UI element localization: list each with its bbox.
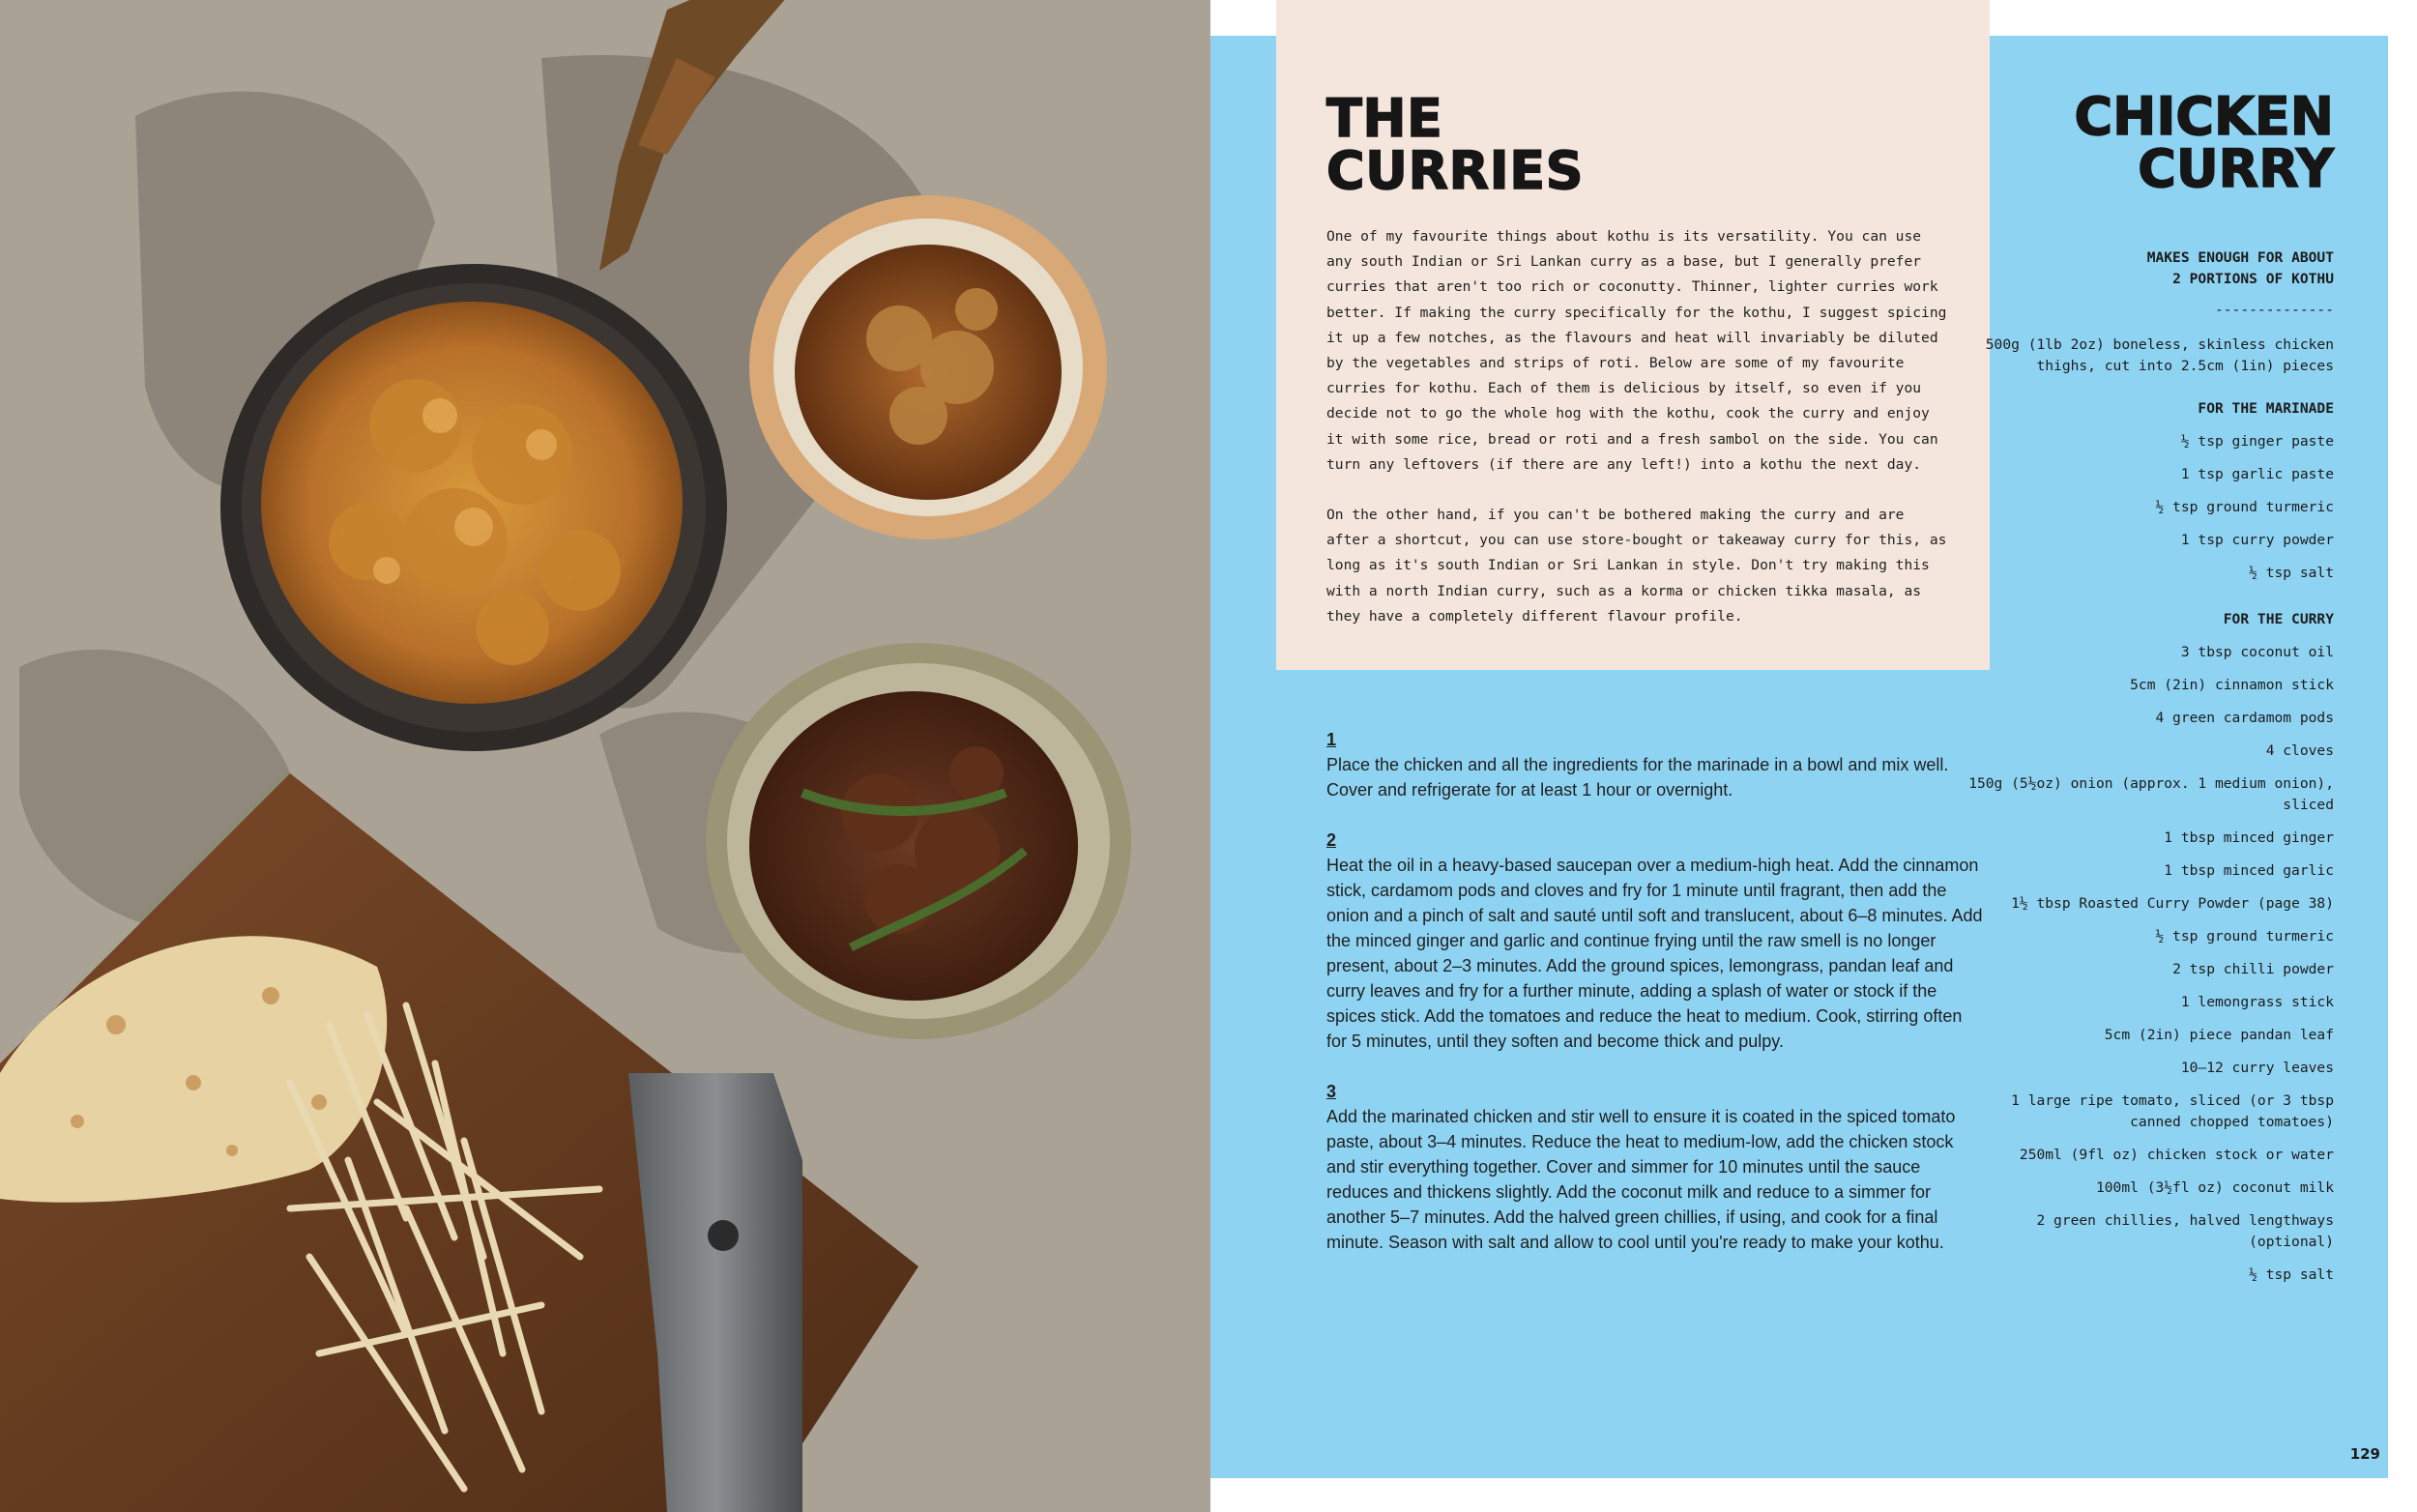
step-text: Place the chicken and all the ingredients for the marinade in a bowl and mix well. Cover and refrigerate for at least 1 hour or overnight. xyxy=(1326,755,1949,800)
ingredient-item: 150g (5½oz) onion (approx. 1 medium onion), sliced xyxy=(1968,775,2334,813)
ingredient-item: ½ tsp ground turmeric xyxy=(2155,928,2334,945)
step-number: 2 xyxy=(1326,830,1337,850)
marinade-heading: FOR THE MARINADE xyxy=(2198,400,2334,417)
ingredient-item: 1 tbsp minced garlic xyxy=(2164,862,2334,879)
method-step xyxy=(1326,828,1984,1054)
ingredient-item: 4 green cardamom pods xyxy=(2155,710,2334,726)
intro-text xyxy=(1326,224,1955,654)
ingredient-item: 3 tbsp coconut oil xyxy=(2180,644,2334,660)
ingredient-item: 100ml (3½fl oz) coconut milk xyxy=(2095,1179,2334,1196)
ingredient-item: ½ tsp ginger paste xyxy=(2180,433,2334,450)
step-number: 1 xyxy=(1326,730,1337,749)
ingredient-item: 1½ tbsp Roasted Curry Powder (page 38) xyxy=(2011,895,2334,912)
ingredient-item: 1 tsp garlic paste xyxy=(2180,466,2334,482)
ingredient-item: ½ tsp salt xyxy=(2249,1266,2334,1283)
ingredient-item: ½ tsp ground turmeric xyxy=(2155,499,2334,515)
main-ingredient: 500g (1lb 2oz) boneless, skinless chicken thighs, cut into 2.5cm (1in) pieces xyxy=(1985,336,2334,374)
ingredient-item: 2 green chillies, halved lengthways (optional) xyxy=(2036,1212,2334,1250)
step-number: 3 xyxy=(1326,1082,1337,1101)
ingredient-item: 2 tsp chilli powder xyxy=(2172,961,2334,977)
ingredient-item: 4 cloves xyxy=(2265,742,2334,759)
ingredient-item: 1 tsp curry powder xyxy=(2180,532,2334,548)
step-text: Add the marinated chicken and stir well to ensure it is coated in the spiced tomato paste, about 3–4 minutes. Reduce the heat to medium-low, add the chicken stock and stir everything together. Cover and simmer for 10 minutes until the sauce reduces and thickens slightly. Add the coconut milk and reduce to a simmer for another 5–7 minutes. Add the halved green chillies, if using, and cook for a final minute. Season with salt and allow to cool until you're ready to make your kothu. xyxy=(1326,1107,1956,1252)
recipe-title-line1: CHICKEN xyxy=(2074,86,2334,147)
separator: -------------- xyxy=(2214,302,2334,318)
ingredient-item: 5cm (2in) piece pandan leaf xyxy=(2104,1027,2334,1043)
ingredients-list xyxy=(1962,247,2334,1297)
yield-line1: MAKES ENOUGH FOR ABOUT xyxy=(2146,249,2334,266)
ingredient-item: 5cm (2in) cinnamon stick xyxy=(2130,677,2334,693)
section-title-line1: THE xyxy=(1326,88,1443,149)
section-title xyxy=(1326,88,1585,201)
step-text: Heat the oil in a heavy-based saucepan over a medium-high heat. Add the cinnamon stick, cardamom pods and cloves and fry for 1 minute until fragrant, then add the onion and a pinch of salt and sauté until soft and translucent, about 6–8 minutes. Add the minced ginger and garlic and continue frying until the raw smell is no longer present, about 2–3 minutes. Add the ground spices, lemongrass, pandan leaf and curry leaves and fry for a further minute, adding a splash of water or stock if the spices stick. Add the tomatoes and reduce the heat to medium. Cook, stirring often for 5 minutes, until they soften and become thick and pulpy. xyxy=(1326,856,1983,1051)
page-number: 129 xyxy=(2349,1445,2380,1463)
ingredient-item: 10–12 curry leaves xyxy=(2180,1060,2334,1076)
curry-heading: FOR THE CURRY xyxy=(2223,611,2334,627)
ingredient-item: 1 lemongrass stick xyxy=(2180,994,2334,1010)
method-steps xyxy=(1326,727,1984,1280)
ingredient-item: 250ml (9fl oz) chicken stock or water xyxy=(2019,1147,2334,1163)
intro-paragraph: One of my favourite things about kothu is its versatility. You can use any south Indian or Sri Lankan curry as a base, but I generally prefer curries that aren't too rich or coconutty. Thinner, lighter curries work better. If making the curry specifically for the kothu, I suggest spicing it up a few notches, as the flavours and heat will invariably be diluted by the vegetables and strips of roti. Below are some of my favourite curries for kothu. Each of them is delicious by itself, so even if you decide not to go the whole hog with the kothu, cook the curry and enjoy it with some rice, bread or roti and a fresh sambol on the side. You can turn any leftovers (if there are any left!) into a kothu the next day. xyxy=(1326,228,1947,473)
ingredient-item: 1 tbsp minced ginger xyxy=(2164,829,2334,846)
ingredient-item: ½ tsp salt xyxy=(2249,565,2334,581)
section-title-line2: CURRIES xyxy=(1326,140,1585,201)
ingredient-item: 1 large ripe tomato, sliced (or 3 tbsp canned chopped tomatoes) xyxy=(2011,1092,2334,1130)
intro-paragraph: On the other hand, if you can't be bothered making the curry and are after a shortcut, you can use store-bought or takeaway curry for this, as long as it's south Indian or Sri Lankan in style. Don't try making this with a north Indian curry, such as a korma or chicken tikka masala, as they have a completely different flavour profile. xyxy=(1326,507,1947,625)
yield xyxy=(1962,247,2334,290)
recipe-title xyxy=(2074,86,2334,199)
method-step xyxy=(1326,727,1984,802)
recipe-title-line2: CURRY xyxy=(2138,138,2334,199)
yield-line2: 2 PORTIONS OF KOTHU xyxy=(2172,271,2334,287)
method-step xyxy=(1326,1079,1984,1255)
